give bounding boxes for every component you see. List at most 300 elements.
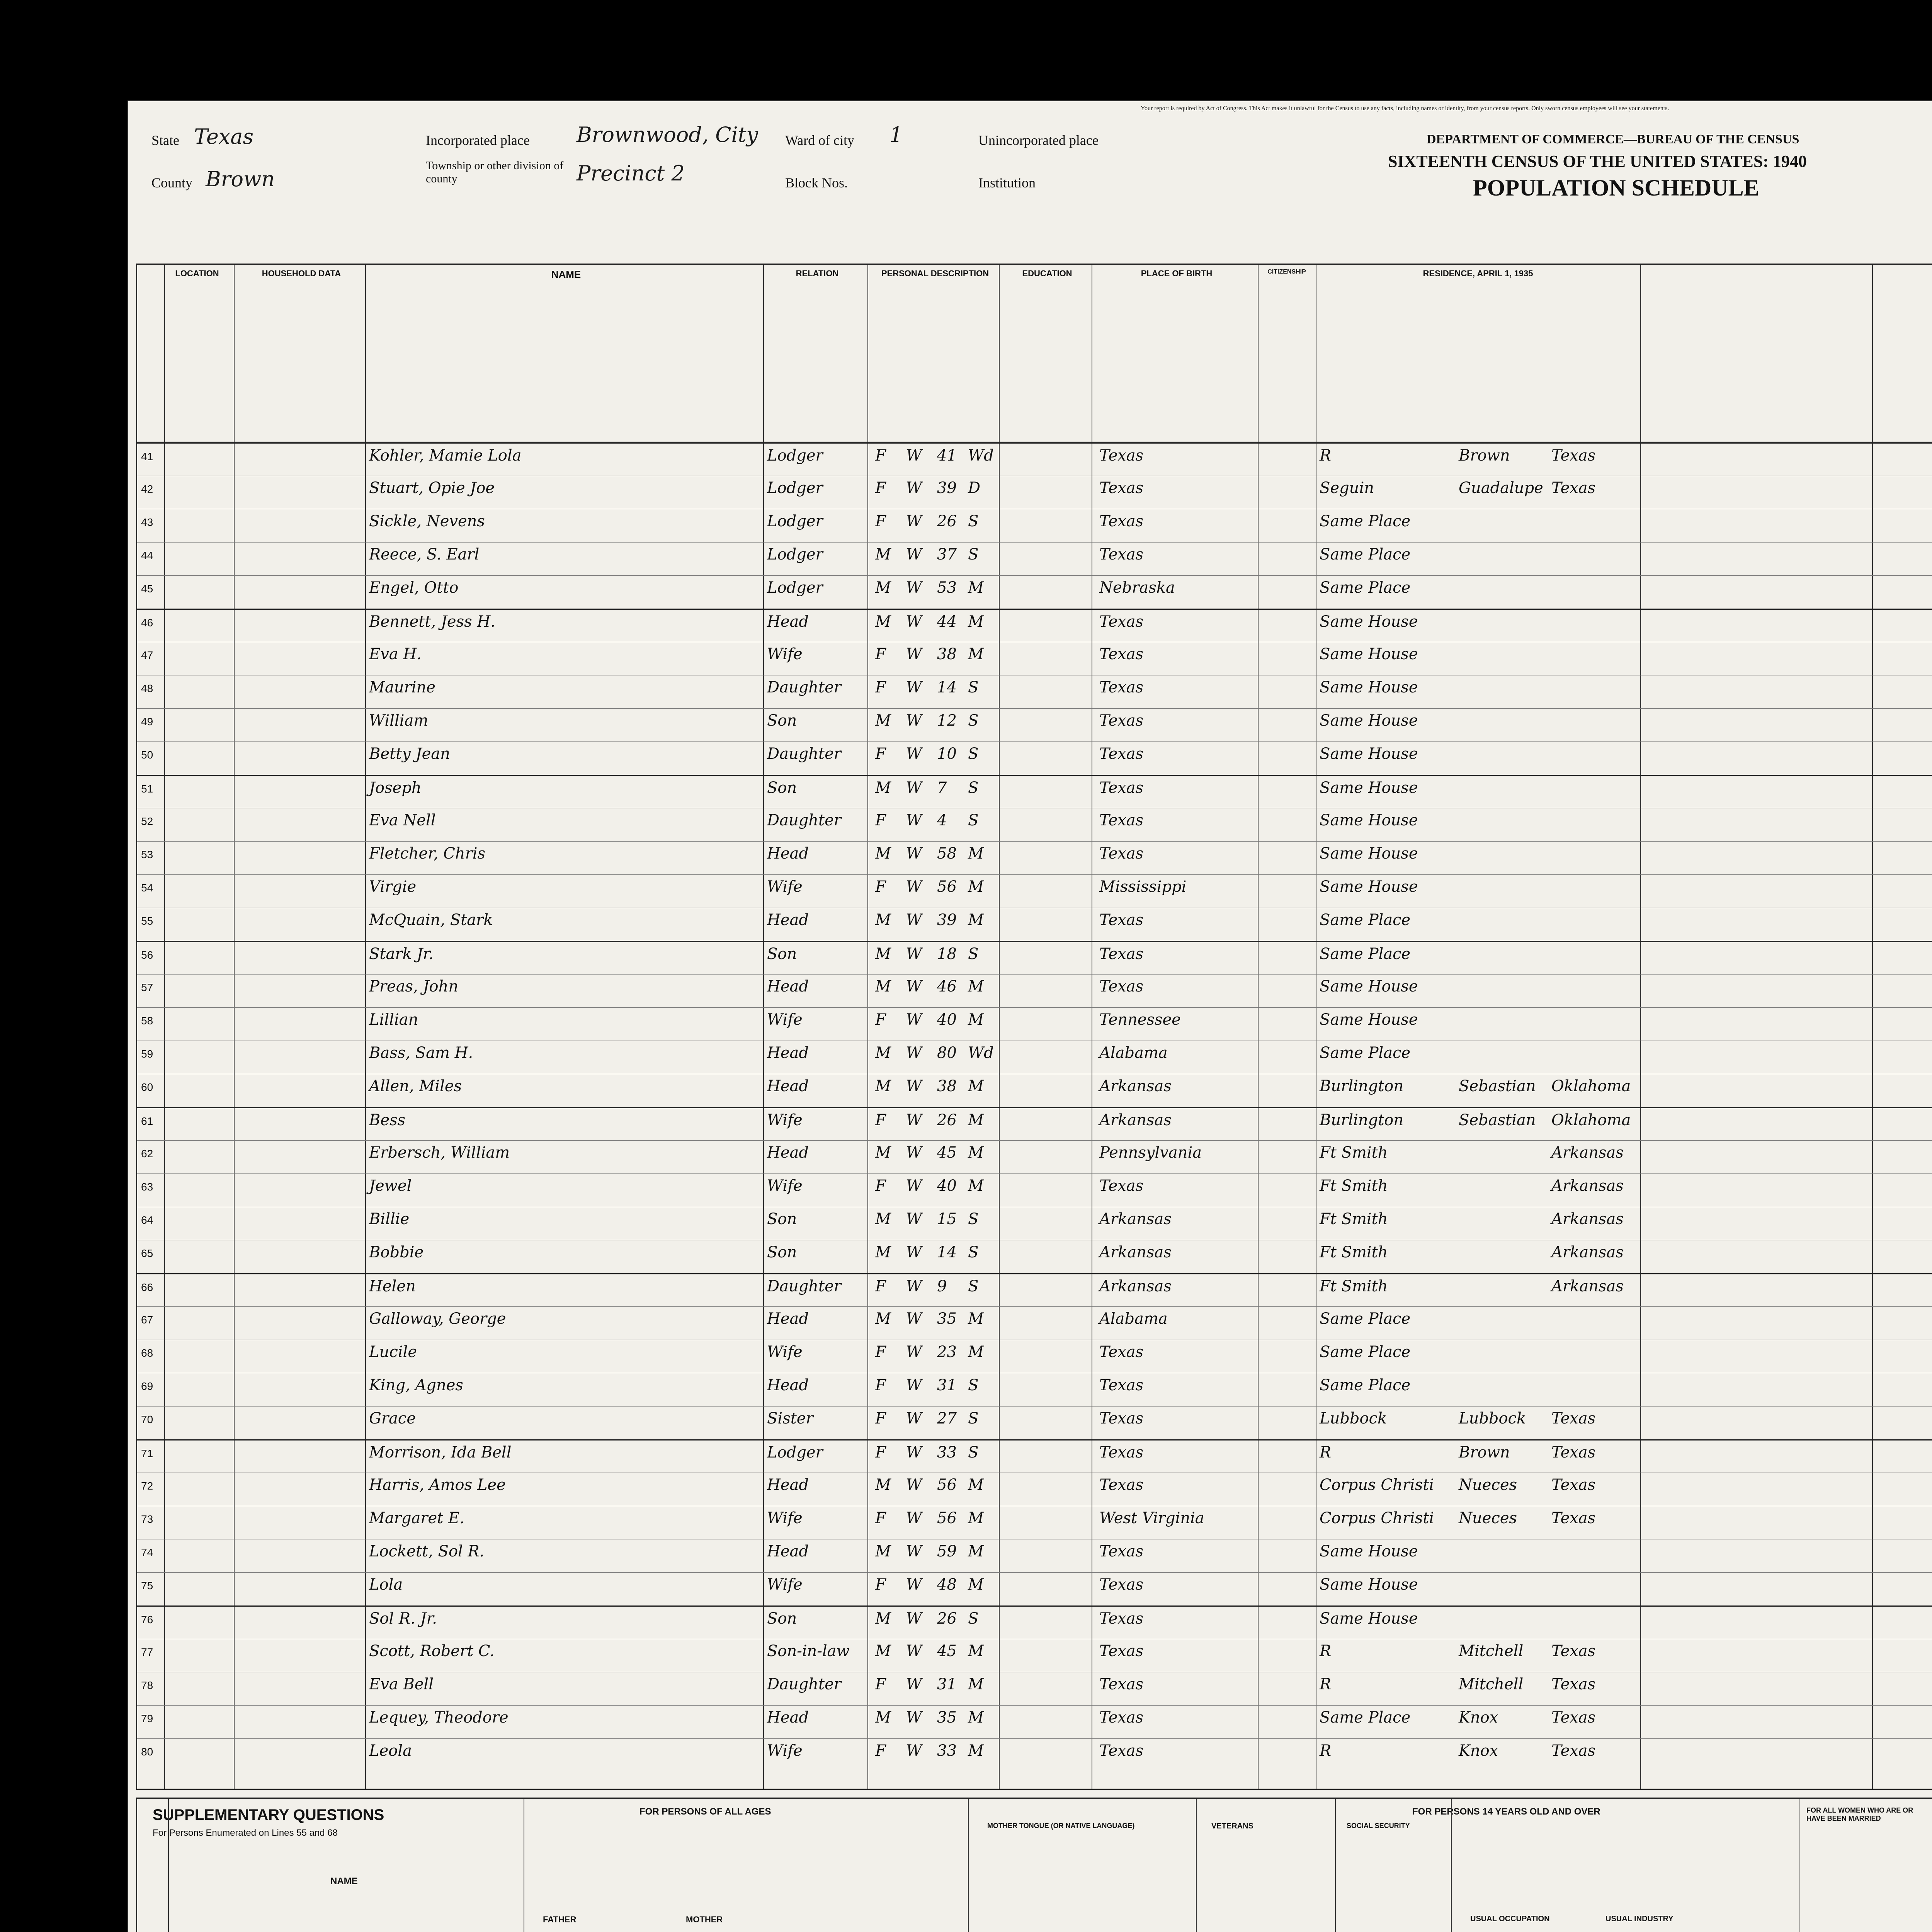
cell-residence: Same House: [1320, 613, 1418, 631]
cell-marital: M: [968, 645, 984, 663]
cell-race: W: [906, 1210, 922, 1228]
table-row: [137, 1107, 1932, 1141]
cell-residence: Ft Smith: [1320, 1177, 1388, 1195]
cell-age: 40: [937, 1177, 957, 1195]
cell-line: 49: [141, 716, 153, 728]
cell-age: 56: [937, 878, 957, 896]
cell-sex: M: [875, 945, 891, 963]
cell-age: 40: [937, 1011, 957, 1029]
cell-race: W: [906, 1410, 922, 1427]
cell-age: 26: [937, 1610, 957, 1628]
cell-line: 62: [141, 1148, 153, 1160]
table-row: [137, 675, 1932, 709]
cell-birthplace: Arkansas: [1099, 1277, 1172, 1295]
cell-race: W: [906, 779, 922, 797]
cell-county: Brown: [1459, 1444, 1510, 1461]
cell-line: 59: [141, 1048, 153, 1060]
cell-state: Arkansas: [1551, 1144, 1624, 1162]
table-row: [137, 1074, 1932, 1107]
cell-name: Allen, Miles: [369, 1077, 462, 1095]
cell-race: W: [906, 1742, 922, 1760]
cell-age: 38: [937, 1077, 957, 1095]
cell-line: 60: [141, 1081, 153, 1093]
cell-state: Texas: [1551, 1642, 1596, 1660]
cell-marital: S: [968, 546, 979, 563]
cell-residence: R: [1320, 1444, 1332, 1461]
cell-race: W: [906, 1476, 922, 1494]
cell-race: W: [906, 945, 922, 963]
cell-name: Engel, Otto: [369, 579, 459, 597]
cell-residence: Same House: [1320, 645, 1418, 663]
cell-residence: Same Place: [1320, 1310, 1411, 1328]
cell-marital: M: [968, 1177, 984, 1195]
block-label: Block Nos.: [785, 175, 848, 190]
cell-age: 26: [937, 1111, 957, 1129]
cell-residence: Ft Smith: [1320, 1144, 1388, 1162]
cell-sex: F: [875, 512, 886, 530]
cell-sex: F: [875, 1576, 886, 1594]
cell-name: Maurine: [369, 679, 435, 696]
population-table: [136, 264, 1932, 1790]
cell-birthplace: Texas: [1099, 546, 1144, 563]
cell-state: Texas: [1551, 1476, 1596, 1494]
cell-relation: Son: [767, 1610, 797, 1628]
cell-residence: Same Place: [1320, 546, 1411, 563]
cell-name: Erbersch, William: [369, 1144, 510, 1162]
cell-sex: F: [875, 1343, 886, 1361]
cell-line: 48: [141, 682, 153, 694]
cell-residence: Same House: [1320, 845, 1418, 862]
cell-line: 44: [141, 549, 153, 561]
cell-residence: Same House: [1320, 1610, 1418, 1628]
supp-col-tongue: MOTHER TONGUE (OR NATIVE LANGUAGE): [987, 1822, 1135, 1830]
cell-age: 39: [937, 911, 957, 929]
table-row: [137, 1572, 1932, 1606]
cell-marital: S: [968, 1376, 979, 1394]
cell-marital: S: [968, 1210, 979, 1228]
table-row: [137, 1473, 1932, 1506]
cell-sex: F: [875, 1675, 886, 1693]
cell-sex: F: [875, 679, 886, 696]
table-row: [137, 1340, 1932, 1373]
cell-relation: Wife: [767, 645, 803, 663]
cell-birthplace: Tennessee: [1099, 1011, 1181, 1029]
cell-sex: F: [875, 745, 886, 763]
cell-birthplace: Texas: [1099, 1444, 1144, 1461]
cell-relation: Head: [767, 978, 809, 995]
cell-marital: M: [968, 845, 984, 862]
table-row: [137, 1439, 1932, 1474]
table-row: [137, 1539, 1932, 1573]
cell-name: Bass, Sam H.: [369, 1044, 473, 1062]
cell-birthplace: Texas: [1099, 479, 1144, 497]
cell-sex: M: [875, 546, 891, 563]
cell-relation: Daughter: [767, 811, 841, 829]
schedule-title: POPULATION SCHEDULE: [1473, 175, 1759, 201]
cell-line: 78: [141, 1679, 153, 1691]
table-row: [137, 1306, 1932, 1340]
cell-residence: Same House: [1320, 779, 1418, 797]
cell-race: W: [906, 546, 922, 563]
table-row: [137, 908, 1932, 941]
cell-county: Nueces: [1459, 1476, 1517, 1494]
cell-residence: Same House: [1320, 712, 1418, 730]
cell-county: Knox: [1459, 1742, 1498, 1760]
cell-marital: M: [968, 613, 984, 631]
cell-birthplace: Arkansas: [1099, 1243, 1172, 1261]
cell-line: 73: [141, 1513, 153, 1525]
cell-residence: Same Place: [1320, 1709, 1411, 1726]
cell-age: 56: [937, 1476, 957, 1494]
table-row: [137, 775, 1932, 809]
cell-sex: F: [875, 645, 886, 663]
cell-birthplace: Texas: [1099, 745, 1144, 763]
cell-sex: F: [875, 811, 886, 829]
cell-residence: Same Place: [1320, 1376, 1411, 1394]
cell-line: 69: [141, 1380, 153, 1392]
cell-marital: M: [968, 1642, 984, 1660]
cell-age: 23: [937, 1343, 957, 1361]
cell-marital: M: [968, 1709, 984, 1726]
cell-sex: M: [875, 1543, 891, 1560]
cell-line: 58: [141, 1015, 153, 1027]
cell-line: 57: [141, 981, 153, 993]
cell-marital: S: [968, 779, 979, 797]
cell-age: 18: [937, 945, 957, 963]
cell-name: Galloway, George: [369, 1310, 506, 1328]
cell-race: W: [906, 1642, 922, 1660]
cell-race: W: [906, 1675, 922, 1693]
cell-name: Morrison, Ida Bell: [369, 1444, 512, 1461]
cell-line: 70: [141, 1413, 153, 1425]
cell-name: Preas, John: [369, 978, 459, 995]
cell-line: 42: [141, 483, 153, 495]
cell-race: W: [906, 1576, 922, 1594]
cell-line: 65: [141, 1247, 153, 1259]
table-row: [137, 1273, 1932, 1308]
table-row: [137, 974, 1932, 1008]
cell-marital: S: [968, 745, 979, 763]
cell-race: W: [906, 447, 922, 464]
table-row: [137, 1672, 1932, 1706]
cell-birthplace: Texas: [1099, 613, 1144, 631]
cell-state: Oklahoma: [1551, 1077, 1631, 1095]
table-row: [137, 476, 1932, 509]
table-row: [137, 1406, 1932, 1440]
table-row: [137, 1007, 1932, 1041]
cell-state: Texas: [1551, 1410, 1596, 1427]
cell-race: W: [906, 911, 922, 929]
cell-marital: M: [968, 1111, 984, 1129]
cell-marital: S: [968, 1277, 979, 1295]
cell-line: 54: [141, 882, 153, 894]
cell-line: 79: [141, 1713, 153, 1725]
cell-race: W: [906, 811, 922, 829]
cell-line: 77: [141, 1646, 153, 1658]
col-citizenship: CITIZENSHIP: [1267, 269, 1306, 275]
cell-race: W: [906, 1277, 922, 1295]
cell-name: Virgie: [369, 878, 417, 896]
cell-age: 53: [937, 579, 957, 597]
cell-birthplace: Alabama: [1099, 1310, 1168, 1328]
cell-race: W: [906, 1343, 922, 1361]
cell-name: Sol R. Jr.: [369, 1610, 437, 1628]
cell-residence: Same Place: [1320, 1343, 1411, 1361]
cell-marital: M: [968, 1144, 984, 1162]
cell-line: 71: [141, 1447, 153, 1459]
cell-name: Billie: [369, 1210, 410, 1228]
cell-residence: Same Place: [1320, 579, 1411, 597]
cell-birthplace: Texas: [1099, 845, 1144, 862]
unincorporated-label: Unincorporated place: [978, 133, 1099, 148]
cell-relation: Wife: [767, 878, 803, 896]
cell-birthplace: Arkansas: [1099, 1210, 1172, 1228]
cell-line: 80: [141, 1746, 153, 1758]
cell-relation: Son: [767, 779, 797, 797]
cell-birthplace: West Virginia: [1099, 1509, 1204, 1527]
table-row: [137, 808, 1932, 842]
cell-name: Eva Bell: [369, 1675, 434, 1693]
cell-marital: D: [968, 479, 981, 497]
cell-relation: Son: [767, 712, 797, 730]
cell-state: Texas: [1551, 1675, 1596, 1693]
cell-race: W: [906, 978, 922, 995]
cell-sex: M: [875, 1310, 891, 1328]
supp-col-veterans: VETERANS: [1211, 1822, 1253, 1830]
cell-residence: R: [1320, 447, 1332, 464]
cell-age: 14: [937, 679, 957, 696]
ward-value: 1: [889, 122, 903, 147]
cell-birthplace: Texas: [1099, 779, 1144, 797]
cell-race: W: [906, 479, 922, 497]
cell-birthplace: Texas: [1099, 512, 1144, 530]
supp-col-father: FATHER: [543, 1915, 577, 1924]
notice-text: Your report is required by Act of Congress. This Act makes it unlawful for the Census to use any facts, including names or identity, from your census reports. Only sworn census employees will see your statements.: [1141, 105, 1669, 112]
cell-marital: S: [968, 811, 979, 829]
cell-county: Nueces: [1459, 1509, 1517, 1527]
cell-marital: M: [968, 978, 984, 995]
institution-label: Institution: [978, 175, 1036, 190]
cell-residence: Lubbock: [1320, 1410, 1387, 1427]
table-row: [137, 1207, 1932, 1240]
cell-birthplace: Mississippi: [1099, 878, 1187, 896]
cell-race: W: [906, 579, 922, 597]
cell-name: Kohler, Mamie Lola: [369, 447, 522, 464]
cell-race: W: [906, 1177, 922, 1195]
cell-age: 14: [937, 1243, 957, 1261]
cell-sex: F: [875, 1742, 886, 1760]
cell-birthplace: Texas: [1099, 1177, 1144, 1195]
cell-age: 7: [937, 779, 947, 797]
cell-age: 56: [937, 1509, 957, 1527]
cell-age: 44: [937, 613, 957, 631]
cell-state: Arkansas: [1551, 1277, 1624, 1295]
cell-sex: M: [875, 1610, 891, 1628]
cell-sex: M: [875, 779, 891, 797]
cell-residence: Seguin: [1320, 479, 1374, 497]
cell-race: W: [906, 1444, 922, 1461]
cell-relation: Son: [767, 1210, 797, 1228]
cell-name: Eva Nell: [369, 811, 436, 829]
col-household: HOUSEHOLD DATA: [262, 269, 341, 278]
cell-race: W: [906, 1310, 922, 1328]
cell-name: Stark Jr.: [369, 945, 434, 963]
cell-state: Arkansas: [1551, 1210, 1624, 1228]
cell-marital: M: [968, 1011, 984, 1029]
cell-relation: Head: [767, 845, 809, 862]
table-row: [137, 708, 1932, 742]
cell-race: W: [906, 1709, 922, 1726]
cell-birthplace: Texas: [1099, 1742, 1144, 1760]
cell-marital: M: [968, 1077, 984, 1095]
cell-sex: M: [875, 613, 891, 631]
cell-race: W: [906, 1376, 922, 1394]
cell-marital: M: [968, 579, 984, 597]
cell-relation: Wife: [767, 1343, 803, 1361]
col-birthplace: PLACE OF BIRTH: [1141, 269, 1213, 278]
cell-state: Texas: [1551, 1709, 1596, 1726]
cell-name: Lequey, Theodore: [369, 1709, 509, 1726]
cell-residence: Same House: [1320, 878, 1418, 896]
cell-sex: F: [875, 1277, 886, 1295]
cell-age: 45: [937, 1144, 957, 1162]
cell-marital: Wd: [968, 447, 994, 464]
table-row: [137, 575, 1932, 609]
cell-marital: M: [968, 1509, 984, 1527]
cell-state: Arkansas: [1551, 1177, 1624, 1195]
cell-race: W: [906, 845, 922, 862]
cell-marital: M: [968, 1343, 984, 1361]
table-row: [137, 1373, 1932, 1406]
cell-sex: M: [875, 911, 891, 929]
cell-line: 51: [141, 783, 153, 795]
cell-relation: Wife: [767, 1509, 803, 1527]
cell-line: 43: [141, 516, 153, 528]
cell-name: Eva H.: [369, 645, 422, 663]
cell-residence: Corpus Christi: [1320, 1476, 1434, 1494]
cell-age: 10: [937, 745, 957, 763]
cell-race: W: [906, 1011, 922, 1029]
cell-line: 41: [141, 451, 153, 463]
cell-age: 39: [937, 479, 957, 497]
cell-birthplace: Texas: [1099, 1376, 1144, 1394]
cell-marital: S: [968, 1444, 979, 1461]
cell-relation: Lodger: [767, 512, 823, 530]
cell-race: W: [906, 1044, 922, 1062]
cell-marital: S: [968, 1410, 979, 1427]
cell-county: Sebastian: [1459, 1077, 1536, 1095]
cell-relation: Son: [767, 945, 797, 963]
cell-race: W: [906, 645, 922, 663]
table-row: [137, 742, 1932, 775]
cell-line: 53: [141, 849, 153, 861]
supp-section-14: FOR PERSONS 14 YEARS OLD AND OVER: [1412, 1806, 1600, 1817]
cell-county: Knox: [1459, 1709, 1498, 1726]
cell-state: Oklahoma: [1551, 1111, 1631, 1129]
cell-name: Reece, S. Earl: [369, 546, 480, 563]
cell-sex: F: [875, 1444, 886, 1461]
cell-name: Lola: [369, 1576, 403, 1594]
cell-marital: M: [968, 1543, 984, 1560]
cell-relation: Head: [767, 911, 809, 929]
supp-title: SUPPLEMENTARY QUESTIONS: [153, 1806, 384, 1823]
cell-marital: Wd: [968, 1044, 994, 1062]
cell-name: Leola: [369, 1742, 412, 1760]
cell-relation: Lodger: [767, 479, 823, 497]
cell-line: 74: [141, 1546, 153, 1558]
cell-line: 64: [141, 1214, 153, 1226]
cell-birthplace: Texas: [1099, 1410, 1144, 1427]
cell-birthplace: Texas: [1099, 679, 1144, 696]
cell-sex: F: [875, 1111, 886, 1129]
supp-subtitle: For Persons Enumerated on Lines 55 and 68: [153, 1828, 338, 1838]
supplementary-questions: [136, 1798, 1932, 1932]
supp-col-industry: USUAL INDUSTRY: [1605, 1915, 1673, 1923]
census-sheet: [128, 100, 1932, 1932]
cell-birthplace: Texas: [1099, 1709, 1144, 1726]
cell-sex: M: [875, 579, 891, 597]
supp-section-all: FOR PERSONS OF ALL AGES: [639, 1806, 771, 1817]
cell-name: Bobbie: [369, 1243, 424, 1261]
table-row: [137, 1240, 1932, 1274]
cell-relation: Daughter: [767, 1277, 841, 1295]
cell-age: 45: [937, 1642, 957, 1660]
cell-relation: Daughter: [767, 679, 841, 696]
incorporated-label: Incorporated place: [426, 133, 530, 148]
cell-race: W: [906, 878, 922, 896]
cell-age: 31: [937, 1376, 957, 1394]
cell-residence: Same House: [1320, 978, 1418, 995]
cell-relation: Wife: [767, 1576, 803, 1594]
cell-age: 35: [937, 1709, 957, 1726]
cell-birthplace: Texas: [1099, 1642, 1144, 1660]
cell-marital: S: [968, 1243, 979, 1261]
table-row: [137, 1140, 1932, 1174]
cell-residence: Same Place: [1320, 512, 1411, 530]
col-relation: RELATION: [796, 269, 839, 278]
cell-sex: M: [875, 1210, 891, 1228]
cell-residence: R: [1320, 1675, 1332, 1693]
cell-name: Bess: [369, 1111, 406, 1129]
cell-name: Grace: [369, 1410, 416, 1427]
cell-birthplace: Texas: [1099, 645, 1144, 663]
cell-marital: S: [968, 1610, 979, 1628]
cell-name: McQuain, Stark: [369, 911, 493, 929]
cell-county: Lubbock: [1459, 1410, 1526, 1427]
cell-residence: Ft Smith: [1320, 1210, 1388, 1228]
state-value: Texas: [194, 124, 254, 149]
cell-relation: Lodger: [767, 579, 823, 597]
table-row: [137, 1705, 1932, 1739]
cell-relation: Wife: [767, 1177, 803, 1195]
cell-birthplace: Alabama: [1099, 1044, 1168, 1062]
cell-residence: Ft Smith: [1320, 1243, 1388, 1261]
cell-marital: M: [968, 878, 984, 896]
cell-name: Margaret E.: [369, 1509, 464, 1527]
cell-sex: M: [875, 1144, 891, 1162]
cell-race: W: [906, 1509, 922, 1527]
supp-col-name: NAME: [330, 1876, 358, 1886]
cell-race: W: [906, 1111, 922, 1129]
cell-race: W: [906, 679, 922, 696]
cell-residence: Same House: [1320, 679, 1418, 696]
cell-name: Lucile: [369, 1343, 417, 1361]
cell-age: 58: [937, 845, 957, 862]
cell-race: W: [906, 613, 922, 631]
cell-name: Bennett, Jess H.: [369, 613, 495, 631]
col-education: EDUCATION: [1022, 269, 1072, 278]
cell-sex: M: [875, 1243, 891, 1261]
